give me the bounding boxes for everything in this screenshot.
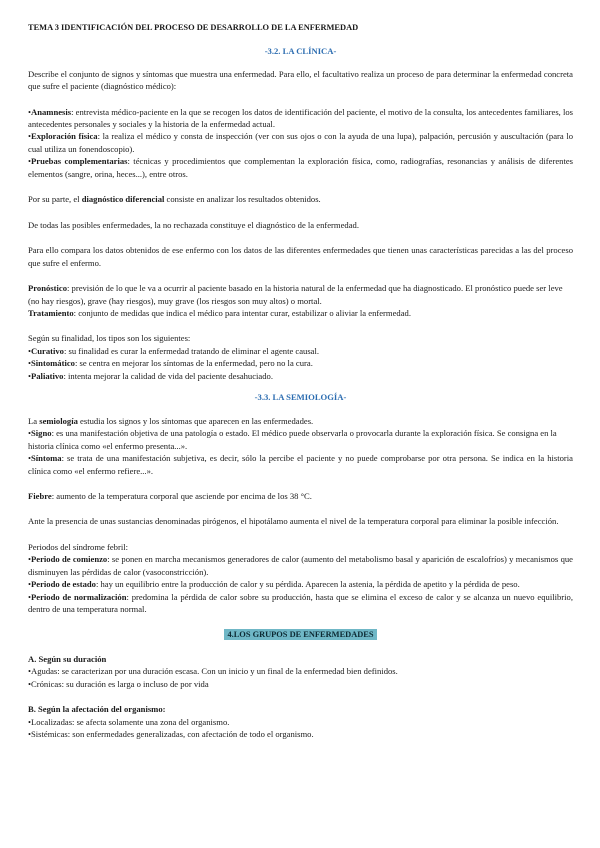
list-item: • Anamnesis: entrevista médico-paciente en la que se recogen los datos de identificación del paciente, el motivo de la consulta, los antecedentes familiares, los antecedentes personales y sociales y la historia de la enfermedad actual.: [28, 106, 573, 131]
list-item: • Curativo: su finalidad es curar la enfermedad tratando de eliminar el agente causal.: [28, 345, 573, 357]
document-page: [28, 22, 573, 741]
pirogenos-paragraph: Ante la presencia de unas sustancias denominadas pirógenos, el hipotálamo aumenta el nivel de la temperatura corporal para eliminar la posible infección.: [28, 516, 559, 527]
list-item: • Pruebas complementarias: técnicas y procedimientos que complementan la exploración física, como, radiografías, resonancias y análisis de diferentes elementos (sangre, orina, heces...), entre otros.: [28, 155, 573, 180]
diagnostic-steps-list: [28, 106, 573, 181]
posibles-enfermedades-paragraph: De todas las posibles enfermedades, la no rechazada constituye el diagnóstico de la enfermedad.: [28, 219, 359, 230]
finalidad-intro: Según su finalidad, los tipos son los siguientes:: [28, 333, 191, 344]
grupos-a-block: [28, 653, 573, 690]
periodos-block: [28, 541, 573, 616]
semiologia-intro: La semiología estudia los signos y los síntomas que aparecen en las enfermedades.: [28, 415, 314, 426]
list-item: • Periodo de normalización: predomina la pérdida de calor sobre su producción, hasta que se elimina el exceso de calor y se alcanza un nuevo equilibrio, dentro de una temperatura normal.: [28, 591, 573, 616]
list-item: • Sintomático: se centra en mejorar los síntomas de la enfermedad, pero no la cura.: [28, 357, 573, 369]
clinica-intro: Describe el conjunto de signos y síntomas que muestra una enfermedad. Para ello, el facultativo realiza un proceso de para determinar la enfermedad concreta que sufre el paciente (diagnóstico médico):: [28, 68, 573, 92]
fiebre-paragraph: Fiebre: aumento de la temperatura corporal que asciende por encima de los 38 °C.: [28, 490, 312, 501]
list-item: • Síntoma: se trata de una manifestación subjetiva, es decir, sólo la percibe el paciente y no puede comprobarse por otra persona. Se indica en la historia clínica como «el enfermo refiere...».: [28, 452, 573, 477]
subheading-afectacion: B. Según la afectación del organismo:: [28, 704, 166, 715]
list-item: • Agudas: se caracterizan por una duración escasa. Con un inicio y un final de la enfermedad bien definidos.: [28, 665, 573, 677]
subheading-duracion: A. Según su duración: [28, 653, 107, 664]
diagnostico-diferencial-paragraph: Por su parte, el diagnóstico diferencial consiste en analizar los resultados obtenidos.: [28, 194, 321, 205]
list-item: • Paliativo: intenta mejorar la calidad de vida del paciente desahuciado.: [28, 370, 573, 382]
list-item: • Signo: es una manifestación objetiva de una patología o estado. El médico puede observarla o provocarla durante la exploración física. Se consigna en la historia clínica como «el enfermo presenta...».: [28, 427, 573, 452]
semiologia-block: [28, 415, 573, 477]
list-item: • Localizadas: se afecta solamente una zona del organismo.: [28, 716, 573, 728]
section-heading-grupos-wrap: [28, 628, 573, 641]
pronostico-block: [28, 282, 573, 319]
compara-paragraph: Para ello compara los datos obtenidos de ese enfermo con los datos de las diferentes enfermedades que tienen unas características parecidas a las del proceso que sufre el enfermo.: [28, 245, 573, 268]
document-title: TEMA 3 IDENTIFICACIÓN DEL PROCESO DE DESARROLLO DE LA ENFERMEDAD: [28, 23, 359, 32]
pronostico-paragraph: Pronóstico: previsión de lo que le va a ocurrir al paciente basado en la historia natural de la enfermedad que ha diagnosticado. El pronóstico puede ser leve (no hay riesgos), grave (hay riesgos), muy grave (los riesgos son muy altos) o mortal.: [28, 283, 563, 306]
section-heading-grupos: 4.LOS GRUPOS DE ENFERMEDADES: [224, 629, 376, 640]
section-heading-semiologia: -3.3. LA SEMIOLOGÍA-: [254, 392, 347, 403]
periodos-intro: Periodos del síndrome febril:: [28, 541, 129, 552]
tratamiento-tipos-block: [28, 332, 573, 382]
section-heading-clinica: -3.2. LA CLÍNICA-: [264, 46, 337, 57]
list-item: • Sistémicas: son enfermedades generalizadas, con afectación de todo el organismo.: [28, 728, 573, 740]
list-item: • Exploración física: la realiza el médico y consta de inspección (ver con sus ojos o con la ayuda de una lupa), palpación, percusión y auscultación (para lo cual utiliza un fonendoscopio).: [28, 130, 573, 155]
tratamiento-paragraph: Tratamiento: conjunto de medidas que indica el médico para intentar curar, estabilizar o aliviar la enfermedad.: [28, 307, 411, 318]
grupos-b-block: [28, 703, 573, 740]
list-item: • Periodo de estado: hay un equilibrio entre la producción de calor y su pérdida. Aparecen la astenia, la pérdida de apetito y la pérdida de peso.: [28, 578, 573, 590]
list-item: • Crónicas: su duración es larga o incluso de por vida: [28, 678, 573, 690]
list-item: • Periodo de comienzo: se ponen en marcha mecanismos generadores de calor (aumento del metabolismo basal y aparición de escalofríos) y mecanismos que disminuyen las pérdidas de calor (vasoconstricción).: [28, 553, 573, 578]
